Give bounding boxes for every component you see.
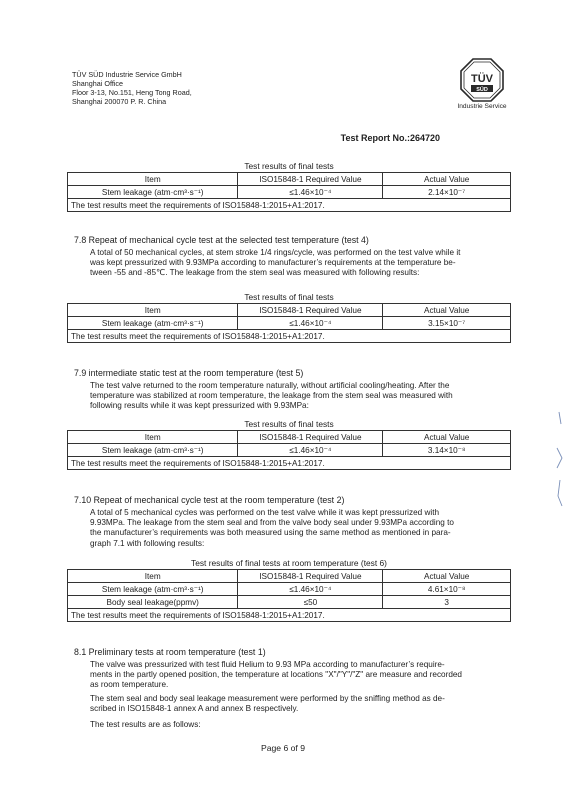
table-header-row bbox=[68, 570, 511, 583]
results-table-4 bbox=[67, 569, 511, 622]
paragraph-line: The test valve returned to the room temperature naturally, without artificial cooling/heating. After the bbox=[90, 381, 450, 390]
page-number: Page 6 of 9 bbox=[261, 743, 305, 753]
paragraph-line: A total of 5 mechanical cycles was performed on the test valve while it was kept pressurized with bbox=[90, 508, 440, 517]
results-table-1 bbox=[67, 172, 511, 212]
paragraph-line: ments in the partly opened position, the temperature at locations "X"/"Y"/"Z" are measure and recorded bbox=[90, 670, 462, 680]
results-table-2 bbox=[67, 303, 511, 343]
table-caption: Test results of final tests at room temperature (test 6) bbox=[191, 558, 387, 568]
paragraph-line: graph 7.1 with following results: bbox=[90, 538, 205, 548]
company-address bbox=[72, 70, 192, 106]
table-note-row bbox=[68, 199, 511, 212]
cell-note: The test results meet the requirements of ISO15848-1:2015+A1:2017. bbox=[68, 609, 511, 622]
paragraph-7-10 bbox=[90, 508, 510, 549]
logo-text-bottom: SÜD bbox=[476, 86, 488, 93]
cell-note: The test results meet the requirements of ISO15848-1:2015+A1:2017. bbox=[68, 330, 511, 343]
header-required: ISO15848-1 Required Value bbox=[238, 431, 383, 444]
header-required: ISO15848-1 Required Value bbox=[238, 304, 383, 317]
logo-text-top: TÜV bbox=[471, 73, 493, 85]
cell-required: ≤50 bbox=[238, 596, 383, 609]
table-row bbox=[68, 317, 511, 330]
header-item: Item bbox=[68, 173, 238, 186]
paragraph-7-8 bbox=[90, 248, 510, 279]
table-row bbox=[68, 583, 511, 596]
results-table-3 bbox=[67, 430, 511, 470]
table-caption: Test results of final tests bbox=[244, 419, 334, 429]
cell-item: Stem leakage (atm·cm³·s⁻¹) bbox=[68, 317, 238, 330]
paragraph-8-1-b bbox=[90, 694, 510, 714]
table-row bbox=[68, 596, 511, 609]
cell-note: The test results meet the requirements of ISO15848-1:2015+A1:2017. bbox=[68, 457, 511, 470]
cell-actual: 3.14×10⁻⁸ bbox=[383, 444, 511, 457]
header-actual: Actual Value bbox=[383, 431, 511, 444]
table-caption: Test results of final tests bbox=[244, 292, 334, 302]
tuv-logo bbox=[451, 58, 513, 110]
margin-pen-marks bbox=[553, 410, 565, 520]
logo-caption: Industrie Service bbox=[457, 103, 507, 110]
cell-actual: 3.15×10⁻⁷ bbox=[383, 317, 511, 330]
office-name: Shanghai Office bbox=[72, 79, 124, 88]
cell-actual: 4.61×10⁻⁸ bbox=[383, 583, 511, 596]
section-title-7-10: 7.10 Repeat of mechanical cycle test at the room temperature (test 2) bbox=[74, 495, 345, 505]
table-header-row bbox=[68, 173, 511, 186]
paragraph-7-9 bbox=[90, 381, 510, 412]
tuv-octagon-icon bbox=[460, 58, 504, 102]
table-row bbox=[68, 186, 511, 199]
table-caption: Test results of final tests bbox=[244, 161, 334, 171]
cell-actual: 3 bbox=[383, 596, 511, 609]
header-required: ISO15848-1 Required Value bbox=[238, 570, 383, 583]
cell-item: Stem leakage (atm·cm³·s⁻¹) bbox=[68, 444, 238, 457]
paragraph-line: tween -55 and -85℃. The leakage from the stem seal was measured with following results: bbox=[90, 268, 420, 278]
paragraph-line: as room temperature. bbox=[90, 680, 169, 690]
paragraph-line: scribed in ISO15848-1 annex A and annex B respectively. bbox=[90, 704, 299, 714]
table-header-row bbox=[68, 431, 511, 444]
cell-required: ≤1.46×10⁻⁴ bbox=[238, 444, 383, 457]
address-city: Shanghai 200070 P. R. China bbox=[72, 97, 167, 106]
table-header-row bbox=[68, 304, 511, 317]
paragraph-8-1-c: The test results are as follows: bbox=[90, 720, 201, 729]
paragraph-line: temperature was stabilized at room temperature, the leakage from the stem seal was measured with bbox=[90, 391, 453, 401]
paragraph-line: A total of 50 mechanical cycles, at stem stroke 1/4 rings/cycle, was performed on the test valve while it bbox=[90, 248, 461, 257]
cell-item: Body seal leakage(ppmv) bbox=[68, 596, 238, 609]
cell-item: Stem leakage (atm·cm³·s⁻¹) bbox=[68, 583, 238, 596]
header-item: Item bbox=[68, 431, 238, 444]
paragraph-line: the manufacturer’s requirements was both measured using the same method as mentioned in para- bbox=[90, 528, 451, 538]
paragraph-line: following results while it was kept pressurized with 9.93MPa: bbox=[90, 401, 309, 411]
paragraph-line: The valve was pressurized with test fluid Helium to 9.93 MPa according to manufacturer’s require- bbox=[90, 660, 445, 669]
paragraph-8-1-a bbox=[90, 660, 510, 691]
section-title-8-1: 8.1 Preliminary tests at room temperature (test 1) bbox=[74, 647, 266, 657]
cell-required: ≤1.46×10⁻⁴ bbox=[238, 583, 383, 596]
cell-required: ≤1.46×10⁻⁴ bbox=[238, 186, 383, 199]
header-item: Item bbox=[68, 304, 238, 317]
cell-required: ≤1.46×10⁻⁴ bbox=[238, 317, 383, 330]
table-note-row bbox=[68, 457, 511, 470]
paragraph-line: The stem seal and body seal leakage measurement were performed by the sniffing method as de- bbox=[90, 694, 445, 703]
paragraph-line: was kept pressurized with 9.93MPa according to manufacturer’s requirements at the temperature be- bbox=[90, 258, 456, 268]
cell-actual: 2.14×10⁻⁷ bbox=[383, 186, 511, 199]
section-title-7-9: 7.9 intermediate static test at the room temperature (test 5) bbox=[74, 368, 304, 378]
cell-note: The test results meet the requirements of ISO15848-1:2015+A1:2017. bbox=[68, 199, 511, 212]
header-required: ISO15848-1 Required Value bbox=[238, 173, 383, 186]
header-item: Item bbox=[68, 570, 238, 583]
header-actual: Actual Value bbox=[383, 173, 511, 186]
header-actual: Actual Value bbox=[383, 570, 511, 583]
table-note-row bbox=[68, 330, 511, 343]
header-actual: Actual Value bbox=[383, 304, 511, 317]
cell-item: Stem leakage (atm·cm³·s⁻¹) bbox=[68, 186, 238, 199]
section-title-7-8: 7.8 Repeat of mechanical cycle test at the selected test temperature (test 4) bbox=[74, 235, 369, 245]
paragraph-line: 9.93MPa. The leakage from the stem seal and from the valve body seal under 9.93MPa according to bbox=[90, 518, 454, 528]
table-note-row bbox=[68, 609, 511, 622]
report-number: Test Report No.:264720 bbox=[340, 133, 440, 143]
address-line: Floor 3-13, No.151, Heng Tong Road, bbox=[72, 88, 192, 97]
company-name: TÜV SÜD Industrie Service GmbH bbox=[72, 70, 182, 79]
table-row bbox=[68, 444, 511, 457]
